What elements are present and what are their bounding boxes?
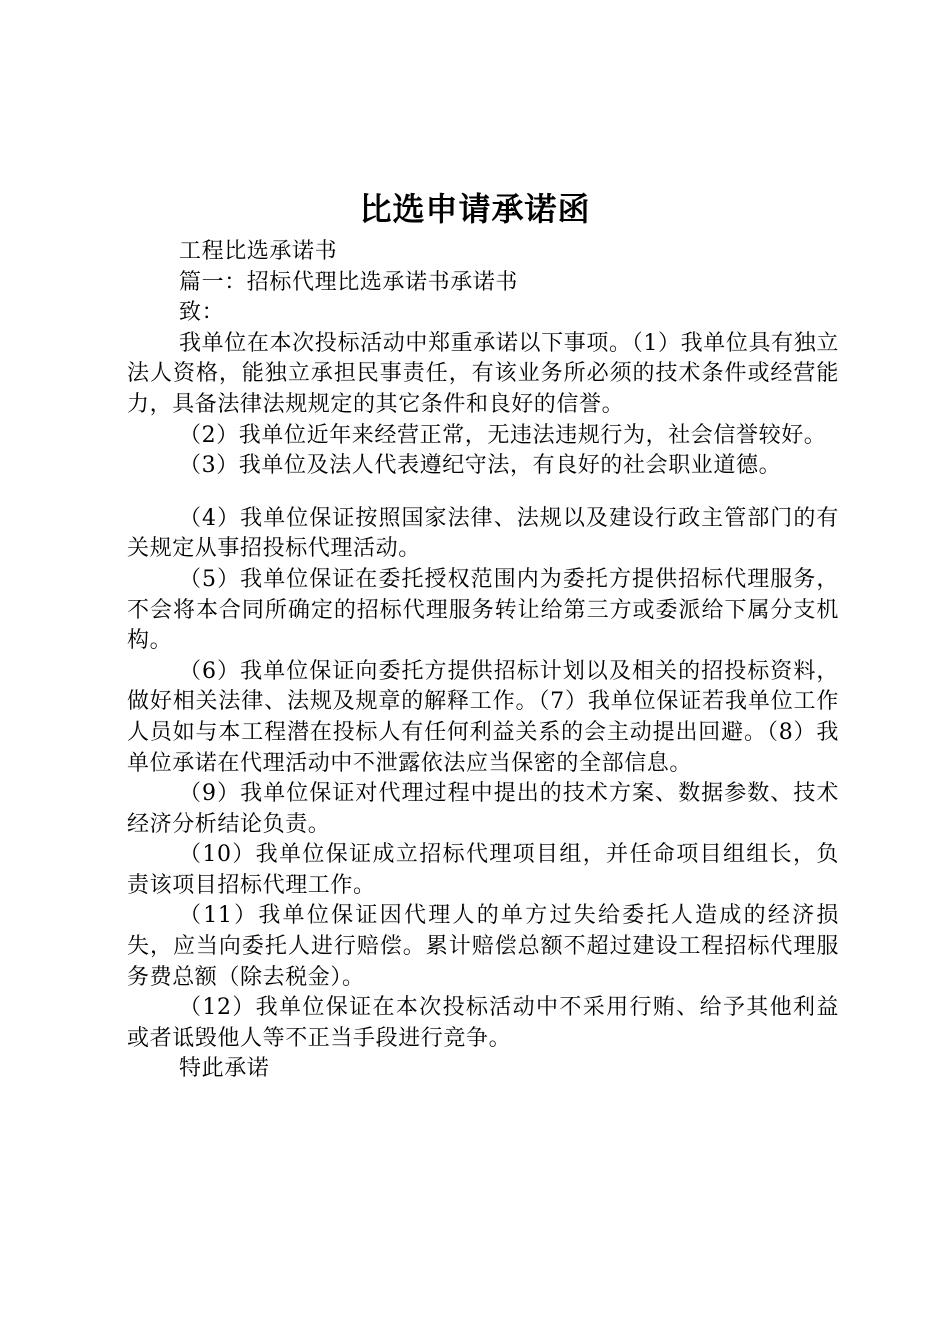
- document-title: 比选申请承诺函: [359, 190, 591, 228]
- paragraph-commitment-1: 我单位在本次投标活动中郑重承诺以下事项。（1）我单位具有独立法人资格，能独立承担民事责任，有该业务所必须的技术条件或经营能力，具备法律法规规定的其它条件和良好的信誉。: [127, 330, 839, 417]
- document-body: [127, 237, 839, 1085]
- paragraph-closing: 特此承诺: [179, 1056, 270, 1082]
- paragraph-commitment-11: （11）我单位保证因代理人的单方过失给委托人造成的经济损失，应当向委托人进行赔偿。累计赔偿总额不超过建设工程招标代理服务费总额（除去税金）。: [127, 903, 839, 990]
- paragraph-commitment-5: （5）我单位保证在委托授权范围内为委托方提供招标代理服务，不会将本合同所确定的招标代理服务转让给第三方或委派给下属分支机构。: [127, 566, 839, 654]
- paragraph-spacer: [127, 482, 839, 504]
- paragraph-salutation: 致：: [179, 300, 225, 326]
- paragraph-commitment-10: （10）我单位保证成立招标代理项目组，并任命项目组组长，负责该项目招标代理工作。: [127, 842, 839, 898]
- paragraph-section-heading: 篇一：招标代理比选承诺书承诺书: [179, 269, 519, 295]
- paragraph-commitment-4: （4）我单位保证按照国家法律、法规以及建设行政主管部门的有关规定从事招投标代理活动。: [127, 505, 839, 562]
- paragraph-commitment-2: （2）我单位近年来经营正常，无违法违规行为，社会信誉较好。: [179, 422, 827, 448]
- paragraph-commitment-12: （12）我单位保证在本次投标活动中不采用行贿、给予其他利益或者诋毁他人等不正当手段进行竞争。: [127, 995, 839, 1051]
- paragraph-commitment-9: （9）我单位保证对代理过程中提出的技术方案、数据参数、技术经济分析结论负责。: [127, 781, 839, 837]
- paragraph-subtitle: 工程比选承诺书: [179, 239, 338, 264]
- paragraph-commitment-6-8: （6）我单位保证向委托方提供招标计划以及相关的招投标资料，做好相关法律、法规及规章的解释工作。（7）我单位保证若我单位工作人员如与本工程潜在投标人有任何利益关系的会主动提出回避。（8）我单位承诺在代理活动中不泄露依法应当保密的全部信息。: [127, 658, 839, 776]
- paragraph-commitment-3: （3）我单位及法人代表遵纪守法，有良好的社会职业道德。: [179, 453, 782, 479]
